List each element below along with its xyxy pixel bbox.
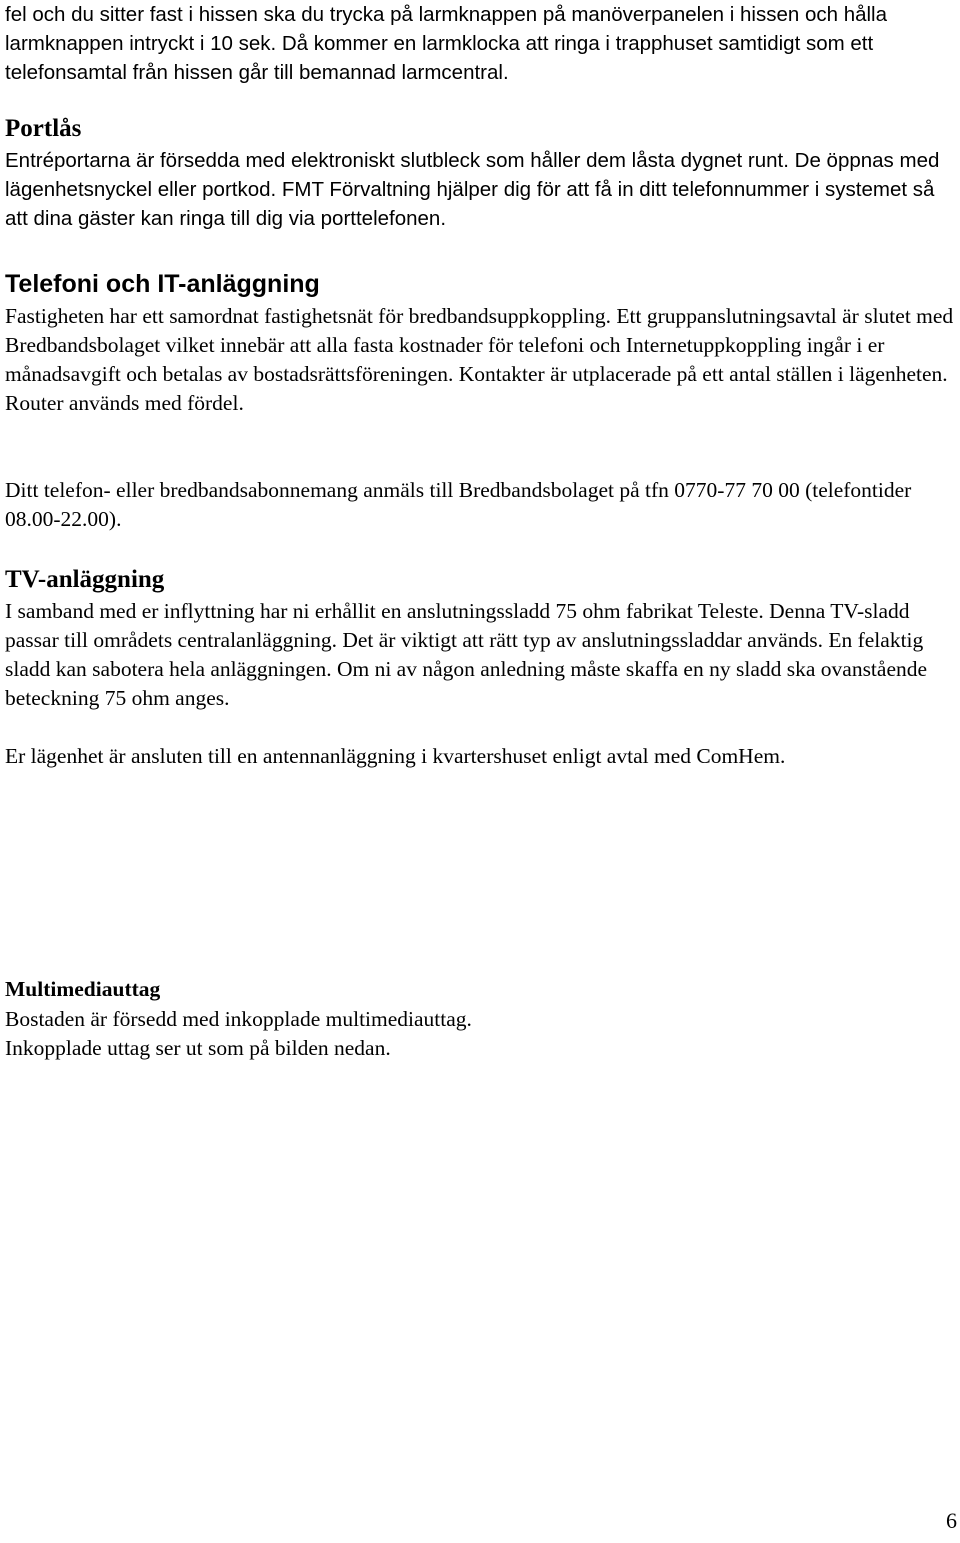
intro-paragraph: fel och du sitter fast i hissen ska du trycka på larmknappen på manöverpanelen i hissen och hålla larmknappen intryckt i 10 sek. Då kommer en larmklocka att ringa i trapphuset samtidigt som ett telefonsamtal från hissen går till bemannad larmcentral.	[5, 3, 888, 84]
tv-antenna-paragraph: Er lägenhet är ansluten till en antennanläggning i kvartershuset enligt avtal med ComHem.	[5, 744, 786, 768]
tv-paragraph: I samband med er inflyttning har ni erhållit en anslutningssladd 75 ohm fabrikat Teleste. Denna TV-sladd passar till områdets centralanläggning. Det är viktigt att rätt typ av anslutningssladdar används. En felaktig sladd kan sabotera hela anläggningen. Om ni av någon anledning måste skaffa en ny sladd ska ovanstående beteckning 75 ohm anges.	[5, 599, 928, 710]
page-number: 6	[946, 1508, 957, 1533]
tv-heading: TV-anläggning	[5, 566, 165, 593]
telefoni-heading: Telefoni och IT-anläggning	[5, 270, 320, 298]
portlas-paragraph: Entréportarna är försedda med elektroniskt slutbleck som håller dem låsta dygnet runt. De öppnas med lägenhetsnyckel eller portkod. FMT Förvaltning hjälper dig för att få in ditt telefonnummer i systemet så att dina gäster kan ringa till dig via porttelefonen.	[5, 149, 940, 230]
telefoni-contact-paragraph: Ditt telefon- eller bredbandsabonnemang anmäls till Bredbandsbolaget på tfn 0770-77 70 00 (telefontider 08.00-22.00).	[5, 478, 912, 531]
multimedia-line-1: Bostaden är försedd med inkopplade multimediauttag.	[5, 1007, 472, 1031]
portlas-heading: Portlås	[5, 115, 82, 142]
telefoni-paragraph: Fastigheten har ett samordnat fastighetsnät för bredbandsuppkoppling. Ett gruppanslutningsavtal är slutet med Bredbandsbolaget vilket innebär att alla fasta kostnader för telefoni och Internetuppkoppling ingår i er månadsavgift och betalas av bostadsrättsföreningen. Kontakter är utplacerade på ett antal ställen i lägenheten. Router används med fördel.	[5, 304, 954, 415]
multimedia-heading: Multimediauttag	[5, 977, 161, 1001]
multimedia-line-2: Inkopplade uttag ser ut som på bilden nedan.	[5, 1036, 391, 1060]
